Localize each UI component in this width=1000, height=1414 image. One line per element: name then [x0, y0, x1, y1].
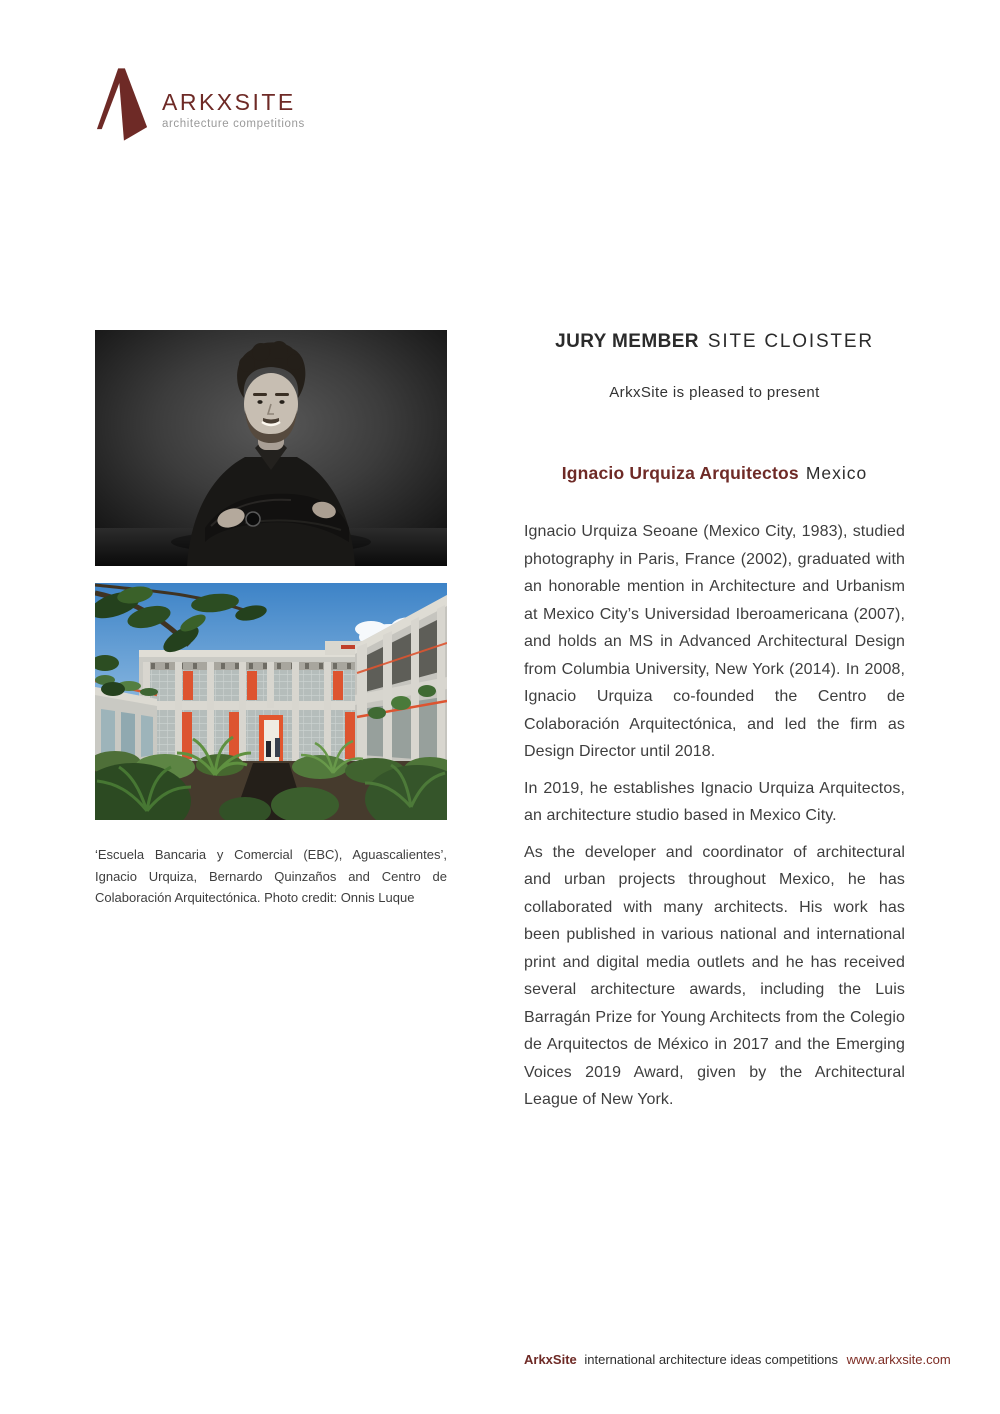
- member-country: Mexico: [805, 463, 868, 483]
- brand-logo: [95, 66, 305, 144]
- portrait-photo: [95, 330, 447, 566]
- photo-caption: ‘Escuela Bancaria y Comercial (EBC), Aguascalientes’, Ignacio Urquiza, Bernardo Quinzaños and Centro de Colaboración Arquitectónica. Photo credit: Onnis Luque: [95, 847, 447, 905]
- title-competition-name: SITE CLOISTER: [707, 331, 874, 352]
- person-1: [266, 741, 271, 757]
- member-heading: [524, 463, 905, 484]
- arkxsite-logo-icon: [95, 66, 149, 144]
- portrait-photo-image: [95, 330, 447, 566]
- member-name: Ignacio Urquiza Arquitectos: [561, 463, 799, 483]
- bio-paragraph-3: As the developer and coordinator of architectural and urban projects throughout Mexico, he has collaborated with many architects. His work has been published in various national and international print and digital media outlets and he has received several architecture awards, including the Luis Barragán Prize for Young Architects from the Colegio de Arquitectos de México in 2017 and the Emerging Voices 2019 Award, given by the Architectural League of New York.: [524, 843, 905, 1108]
- footer-url-link[interactable]: www.arkxsite.com: [846, 1352, 951, 1367]
- brand-name: ARKXSITE: [162, 89, 296, 116]
- main-content: [524, 331, 905, 1123]
- footer-brand: ArkxSite: [524, 1352, 577, 1367]
- person-2: [275, 738, 280, 757]
- portrait-watch: [246, 512, 260, 526]
- intro-line: ArkxSite is pleased to present: [609, 384, 820, 401]
- page-title: [524, 331, 905, 353]
- title-jury-member: JURY MEMBER: [555, 331, 699, 352]
- bio-paragraph-1: Ignacio Urquiza Seoane (Mexico City, 1983), studied photography in Paris, France (2002), graduated with an honorable mention in Architecture and Urbanism at Mexico City’s Universidad Iberoamericana (2007), and holds an MS in Advanced Architectural Design from Columbia University, New York (2014). In 2008, Ignacio Urquiza co-founded the Centro de Colaboración Arquitectónica, and led the firm as Design Director until 2018.: [524, 523, 905, 760]
- brand-tagline: architecture competitions: [162, 117, 305, 130]
- bio-paragraph-2: In 2019, he establishes Ignacio Urquiza Arquitectos, an architecture studio based in Mexico City.: [524, 779, 905, 824]
- courtyard-photo-image: [95, 583, 447, 820]
- footer-tagline: international architecture ideas competitions: [584, 1352, 839, 1367]
- courtyard-photo: [95, 583, 447, 820]
- brand-text: [162, 80, 305, 129]
- page-footer: [524, 1352, 951, 1367]
